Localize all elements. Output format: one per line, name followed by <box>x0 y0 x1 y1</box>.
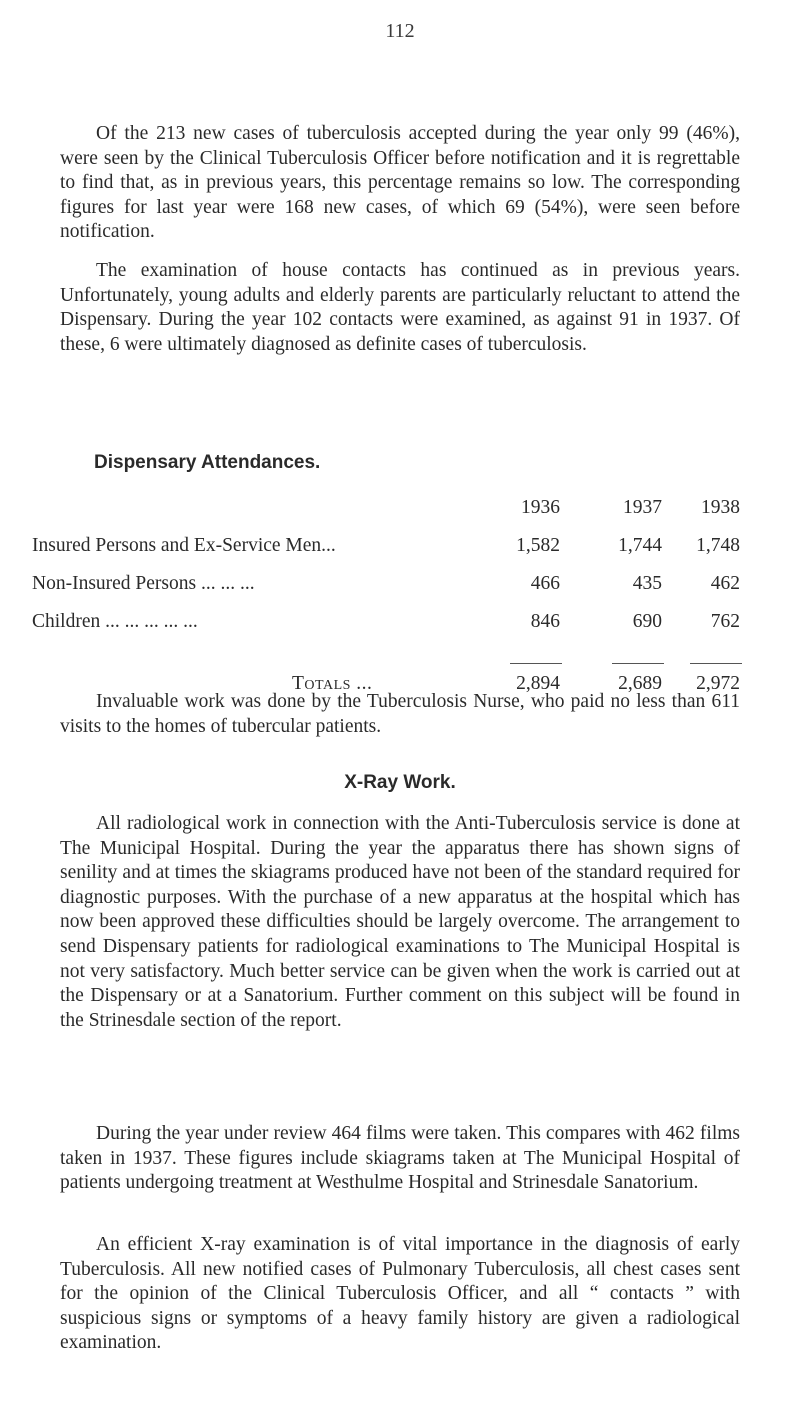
table-row <box>32 611 740 663</box>
totals-cell: 2,689 <box>618 673 662 694</box>
paragraph-radiological-work: All radiological work in connection with the Anti-Tuberculosis service is done at The Municipal Hospital. During the year the apparatus there has shown signs of senility and at times the skiagrams produced have not been of the standard required for diagnostic purposes. With the purchase of a new apparatus at the hospital which has now been approved these difficulties should be largely overcome. The arrangement to send Dispensary patients for radiological examinations to The Municipal Hospital is not very satisfactory. Much better service can be given when the work is carried out at the Dispensary or at a Sanatorium. Further comment on this subject will be found in the Strinesdale section of the report. <box>60 813 740 1031</box>
year-header: 1938 <box>701 497 740 518</box>
totals-rule <box>510 663 562 664</box>
table-cell: 1,748 <box>696 535 740 556</box>
xray-work-heading: X-Ray Work. <box>344 772 456 793</box>
row-label: Insured Persons and Ex-Service Men... <box>32 535 336 556</box>
paragraph-films-taken: During the year under review 464 films were taken. This compares with 462 films taken in 1937. These figures include skiagrams taken at The Municipal Hospital of patients undergoing treatment at Westhulme Hospital and Strinesdale Sanatorium. <box>60 1123 740 1194</box>
row-label: Children ... ... ... ... ... <box>32 611 198 632</box>
page-number: 112 <box>385 20 415 42</box>
totals-rule-row <box>32 663 740 673</box>
table-cell: 1,744 <box>618 535 662 556</box>
year-header: 1937 <box>623 497 662 518</box>
totals-rule <box>612 663 664 664</box>
totals-cell: 2,894 <box>516 673 560 694</box>
paragraph-tuberculosis-nurse: Invaluable work was done by the Tuberculosis Nurse, who paid no less than 611 visits to the homes of tubercular patients. <box>60 691 740 737</box>
totals-label: Totals ... <box>292 673 373 694</box>
table-cell: 462 <box>710 573 740 594</box>
table-row <box>32 573 740 611</box>
table-row <box>32 535 740 573</box>
table-cell: 846 <box>530 611 560 632</box>
totals-rule <box>690 663 742 664</box>
dispensary-attendances-heading: Dispensary Attendances. <box>94 452 321 473</box>
paragraph-new-cases: Of the 213 new cases of tuberculosis accepted during the year only 99 (46%), were seen by the Clinical Tuberculosis Officer before notification and it is regrettable to find that, as in previous years, this percentage remains so low. The corresponding figures for last year were 168 new cases, of which 69 (54%), were seen before notification. <box>60 123 740 243</box>
totals-cell: 2,972 <box>696 673 740 694</box>
table-cell: 690 <box>632 611 662 632</box>
dispensary-attendances-table <box>32 497 740 711</box>
row-label: Non-Insured Persons ... ... ... <box>32 573 255 594</box>
table-cell: 1,582 <box>516 535 560 556</box>
paragraph-xray-examination: An efficient X-ray examination is of vital importance in the diagnosis of early Tuberculosis. All new notified cases of Pulmonary Tuberculosis, all chest cases sent for the opinion of the Clinical Tuberculosis Officer, and all “ contacts ” with suspicious signs or symptoms of a heavy family history are given a radiological examination. <box>60 1234 740 1354</box>
table-cell: 466 <box>530 573 560 594</box>
paragraph-house-contacts: The examination of house contacts has continued as in previous years. Unfortunately, young adults and elderly parents are particularly reluctant to attend the Dispensary. During the year 102 contacts were examined, as against 91 in 1937. Of these, 6 were ultimately diagnosed as definite cases of tuberculosis. <box>60 260 740 355</box>
table-cell: 435 <box>632 573 662 594</box>
table-cell: 762 <box>710 611 740 632</box>
table-header-row <box>32 497 740 535</box>
year-header: 1936 <box>521 497 560 518</box>
